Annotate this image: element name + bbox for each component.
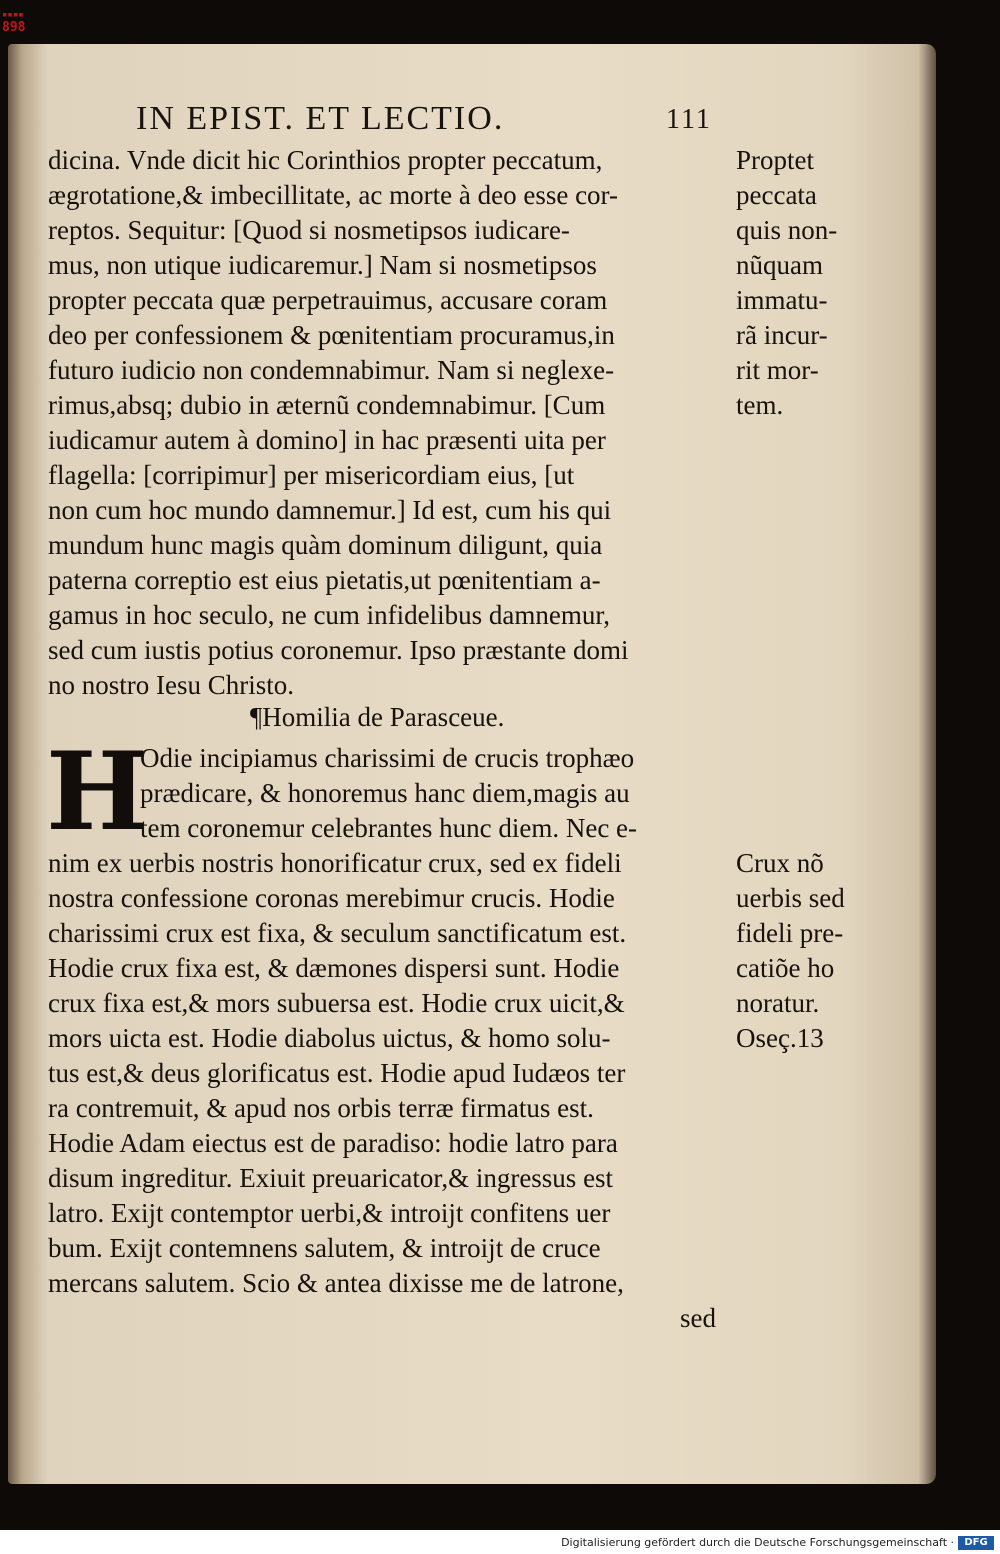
homily-line: Hodie crux fixa est, & dæmones dispersi sunt. Hodie [48, 953, 620, 983]
body-line: gamus in hoc seculo, ne cum infidelibus damnemur, [48, 600, 611, 630]
corner-mark-top: ▪▪▪▪ [2, 10, 24, 20]
margin-note-reference: Oseç.13 [736, 1023, 824, 1053]
homily-line: mercans salutem. Scio & antea dixisse me de latrone, [48, 1268, 624, 1298]
body-line: paterna correptio est eius pietatis,ut pœnitentiam a- [48, 565, 601, 595]
margin-note-line: tem. [736, 390, 784, 420]
body-line: reptos. Sequitur: [Quod si nosmetipsos iudicare- [48, 215, 570, 245]
homily-line: ra contremuit, & apud nos orbis terræ firmatus est. [48, 1093, 594, 1123]
drop-initial: H [46, 729, 149, 855]
corner-mark-number: 898 [2, 20, 26, 35]
dfg-logo: DFG [958, 1536, 994, 1550]
homily-line: Odie incipiamus charissimi de crucis trophæo [140, 743, 635, 773]
running-title: IN EPIST. ET LECTIO. [136, 100, 505, 137]
margin-note-line: rit mor- [736, 355, 819, 385]
margin-note-line: nũquam [736, 250, 823, 280]
body-line: mundum hunc magis quàm dominum diligunt, quia [48, 530, 603, 560]
homily-line: bum. Exijt contemnens salutem, & introijt de cruce [48, 1233, 601, 1263]
body-line: propter peccata quæ perpetrauimus, accusare coram [48, 285, 608, 315]
body-line: sed cum iustis potius coronemur. Ipso præstante domi [48, 635, 629, 665]
folio-number: 111 [666, 104, 712, 135]
margin-note-line: immatu- [736, 285, 828, 315]
homily-line: nostra confessione coronas merebimur crucis. Hodie [48, 883, 615, 913]
homily-line: latro. Exijt contemptor uerbi,& introijt confitens uer [48, 1198, 611, 1228]
body-line: futuro iudicio non condemnabimur. Nam si neglexe- [48, 355, 615, 385]
body-line: iudicamur autem à domino] in hac præsenti uita per [48, 425, 606, 455]
body-line: deo per confessionem & pœnitentiam procuramus,in [48, 320, 615, 350]
homily-line: prædicare, & honoremus hanc diem,magis au [140, 778, 630, 808]
catchword: sed [680, 1303, 716, 1333]
body-line: no nostro Iesu Christo. [48, 670, 294, 700]
homily-line: nim ex uerbis nostris honorificatur crux, sed ex fideli [48, 848, 622, 878]
margin-note-line: peccata [736, 180, 817, 210]
body-line: ægrotatione,& imbecillitate, ac morte à deo esse cor- [48, 180, 618, 210]
homily-line: tem coronemur celebrantes hunc diem. Nec e- [140, 813, 638, 843]
footer-credit: Digitalisierung gefördert durch die Deutsche Forschungsgemeinschaft · [561, 1536, 954, 1549]
homily-line: disum ingreditur. Exiuit preuaricator,& ingressus est [48, 1163, 614, 1193]
margin-note-line: Proptet [736, 145, 814, 175]
corner-mark [2, 10, 36, 34]
page-edge [918, 44, 936, 1484]
homily-line: tus est,& deus glorificatus est. Hodie apud Iudæos ter [48, 1058, 626, 1088]
homily-line: Hodie Adam eiectus est de paradiso: hodie latro para [48, 1128, 618, 1158]
body-line: dicina. Vnde dicit hic Corinthios propter peccatum, [48, 145, 603, 175]
margin-note-line: Crux nõ [736, 848, 824, 878]
homily-line: charissimi crux est fixa, & seculum sanctificatum est. [48, 918, 627, 948]
margin-note-line: quis non- [736, 215, 838, 245]
margin-note-line: rã incur- [736, 320, 828, 350]
homily-line: crux fixa est,& mors subuersa est. Hodie crux uicit,& [48, 988, 625, 1018]
homily-line: mors uicta est. Hodie diabolus uictus, & homo solu- [48, 1023, 611, 1053]
margin-note-line: noratur. [736, 988, 820, 1018]
body-line: flagella: [corripimur] per misericordiam eius, [ut [48, 460, 575, 490]
body-line: rimus,absq; dubio in æternũ condemnabimur. [Cum [48, 390, 606, 420]
body-line: mus, non utique iudicaremur.] Nam si nosmetipsos [48, 250, 597, 280]
margin-note-line: uerbis sed [736, 883, 845, 913]
homily-heading: ¶Homilia de Parasceue. [250, 702, 505, 732]
margin-note-line: fideli pre- [736, 918, 844, 948]
body-line: non cum hoc mundo damnemur.] Id est, cum his qui [48, 495, 612, 525]
margin-note-line: catiõe ho [736, 953, 835, 983]
